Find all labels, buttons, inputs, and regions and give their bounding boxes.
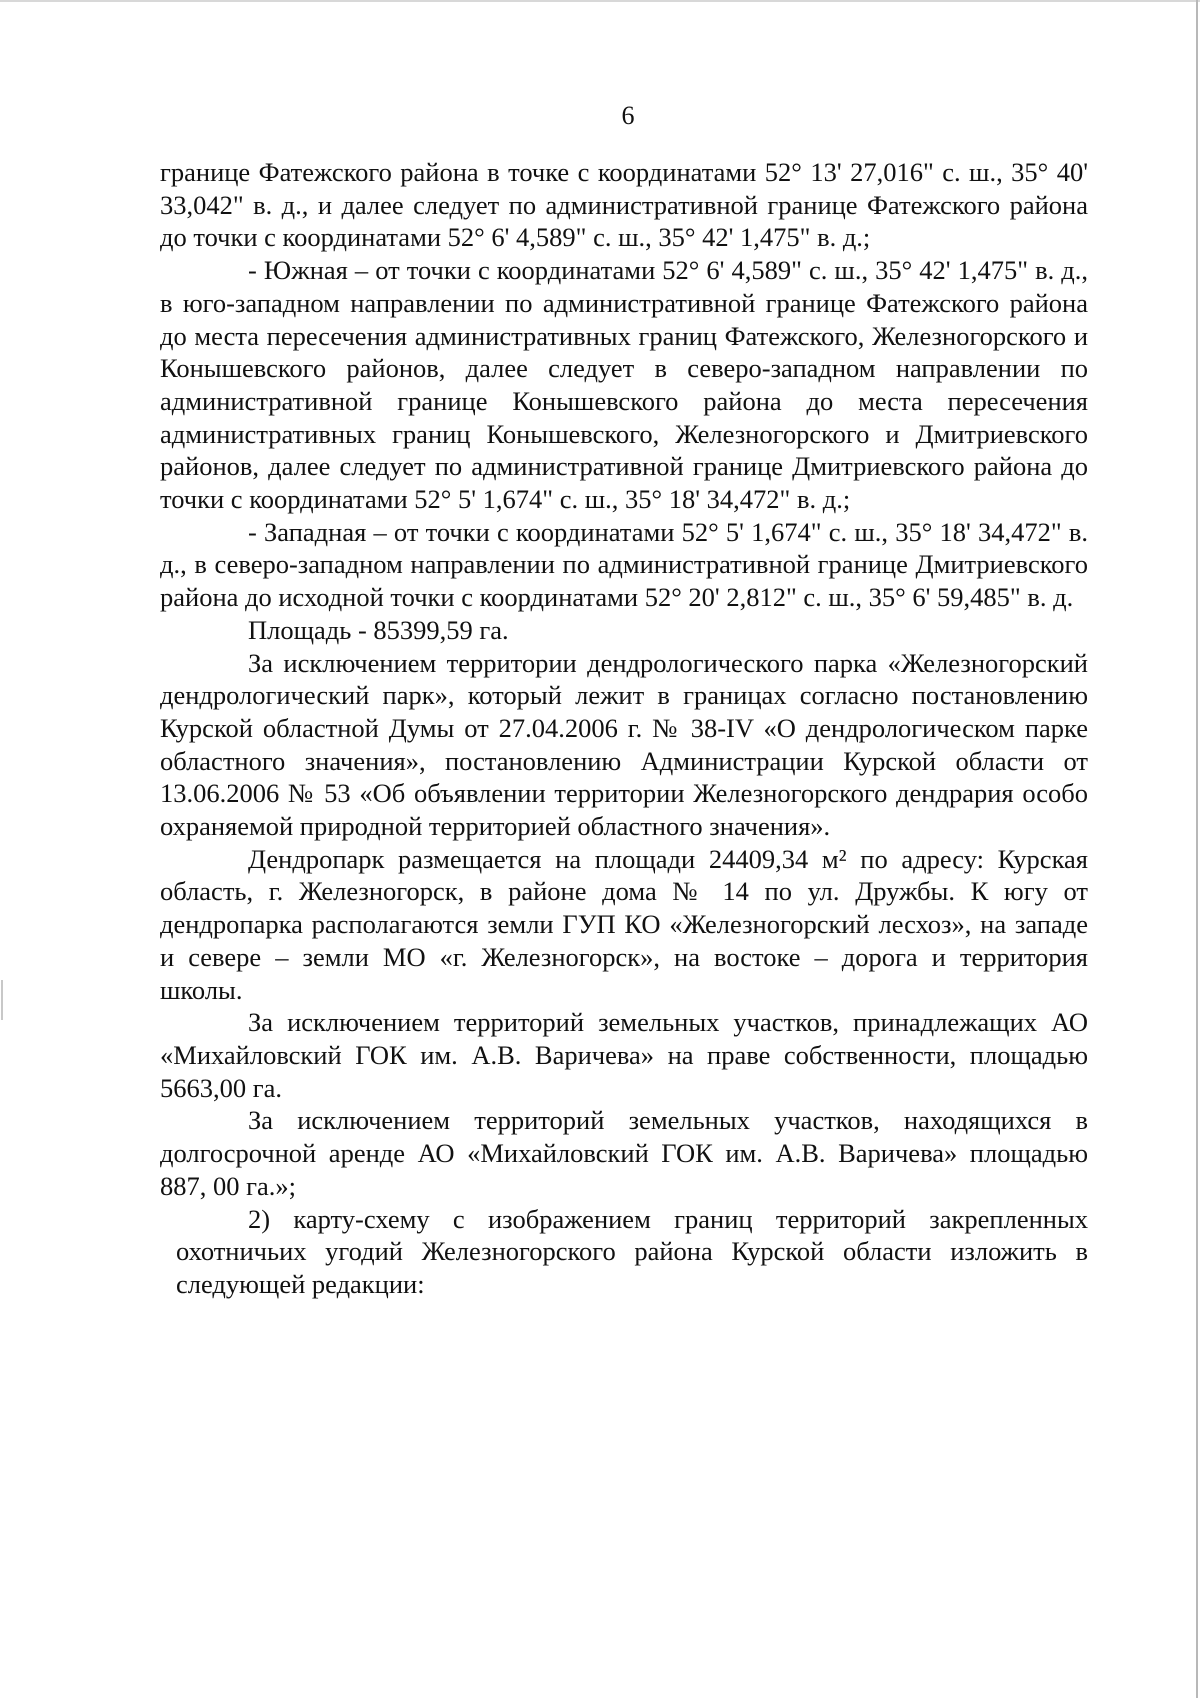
paragraph-dendropark-location: Дендропарк размещается на площади 24409,34 м² по адресу: Курская область, г. Железногорск, в районе дома № 14 по ул. Дружбы. К югу от дендропарка располагаются земли ГУП КО «Железногорский лесхоз», на западе и севере – земли МО «г. Железногорск», на востоке – дорога и территория школы. bbox=[160, 843, 1088, 1005]
paragraph-west-boundary: - Западная – от точки с координатами 52° 5' 1,674" с. ш., 35° 18' 34,472" в. д., в северо-западном направлении по административной границе Дмитриевского района до исходной точки с координатами 52° 20' 2,812" с. ш., 35° 6' 59,485" в. д. bbox=[160, 516, 1088, 613]
page-number: 6 bbox=[621, 101, 635, 130]
paragraph-gok-ownership-exclusion: За исключением территорий земельных участков, принадлежащих АО «Михайловский ГОК им. А.В. Варичева» на праве собственности, площадью 5663,00 га. bbox=[160, 1007, 1088, 1103]
scan-edge-left bbox=[1, 980, 3, 1020]
scan-edge-right bbox=[1196, 0, 1198, 1698]
paragraph-fatezh-boundary: границе Фатежского района в точке с координатами 52° 13' 27,016" с. ш., 35° 40' 33,042" в. д., и далее следует по административной границе Фатежского района до точки с координатами 52° 6' 4,589" с. ш., 35° 42' 1,475" в. д.; bbox=[160, 157, 1088, 253]
paragraph-gok-lease-exclusion: За исключением территорий земельных участков, находящихся в долгосрочной аренде АО «Михайловский ГОК им. А.В. Варичева» площадью 887, 00 га.»; bbox=[160, 1105, 1088, 1201]
paragraph-area: Площадь - 85399,59 га. bbox=[248, 614, 509, 645]
paragraph-south-boundary: - Южная – от точки с координатами 52° 6' 4,589" с. ш., 35° 42' 1,475" в. д., в юго-западном направлении по административной границе Фатежского района до места пересечения административных границ Фатежского, Железногорского и Конышевского районов, далее следует в северо-западном направлении по административной границе Конышевского района до места пересечения административных границ Конышевского, Железногорского и Дмитриевского районов, далее следует по административной границе Дмитриевского района до точки с координатами 52° 5' 1,674" с. ш., 35° 18' 34,472" в. д.; bbox=[160, 255, 1088, 515]
paragraph-map-scheme: 2) карту-схему с изображением границ территорий закрепленных охотничьих угодий Железногорского района Курской области изложить в следующей редакции: bbox=[176, 1203, 1088, 1299]
document-body bbox=[160, 156, 1088, 1301]
scan-edge-top bbox=[0, 0, 1200, 2]
paragraph-dendropark-exclusion: За исключением территории дендрологического парка «Железногорский дендрологический парк», который лежит в границах согласно постановлению Курской областной Думы от 27.04.2006 г. № 38-IV «О дендрологическом парке областного значения», постановлению Администрации Курской области от 13.06.2006 № 53 «Об объявлении территории Железногорского дендрария особо охраняемой природной территорией областного значения». bbox=[160, 647, 1088, 842]
